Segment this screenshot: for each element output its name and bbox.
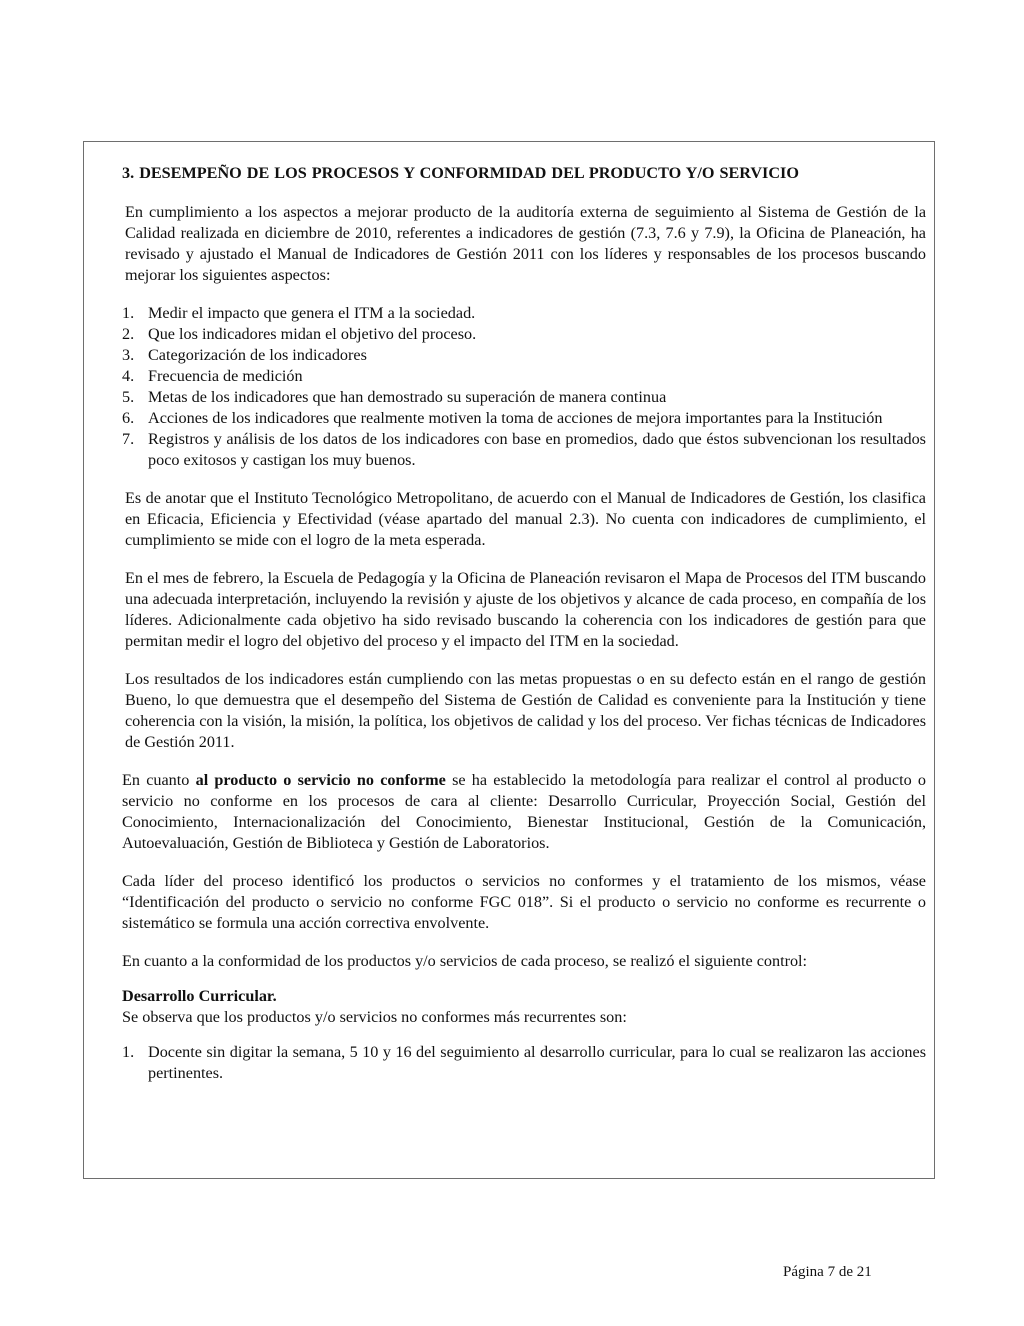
list-item-text: Metas de los indicadores que han demostrado su superación de manera continua [148,388,667,406]
list-item-number: 1. [122,1043,135,1061]
list-item-number: 5. [122,388,135,406]
nonconforming-highlight: al producto o servicio no conforme [195,771,446,789]
classification-paragraph: Es de anotar que el Instituto Tecnológico Metropolitano, de acuerdo con el Manual de Indicadores de Gestión, los clasifica en Eficacia, Eficiencia y Efectividad (véase apartado del manual 2.3). No cuenta con indicadores de cumplimiento, el cumplimiento se mide con el logro de la meta esperada. [125,489,926,549]
list-item-text: Frecuencia de medición [148,367,303,385]
aspect-item [122,429,926,471]
nonconforming-rest: se ha establecido la metodología para realizar el control al producto o servicio no conforme en los procesos de cara al cliente: Desarrollo Curricular, Proyección Social, Gestión del Conocimiento, Internacionalización del Conocimiento, Bienestar Institucional, Gestión de la Comunicación, Autoevaluación, Gestión de Biblioteca y Gestión de Laboratorios. [122,771,926,852]
content-frame [83,141,935,1179]
list-item-number: 7. [122,430,135,448]
list-item-text: Que los indicadores midan el objetivo del proceso. [148,325,477,343]
aspect-item [122,387,926,408]
aspects-list [122,303,926,471]
aspect-item [122,366,926,387]
list-item-text: Acciones de los indicadores que realmente motiven la toma de acciones de mejora importantes para la Institución [148,409,883,427]
nonconforming-paragraph [122,770,926,854]
nonconforming-prefix: En cuanto [122,771,196,789]
list-item-text: Categorización de los indicadores [148,346,367,364]
indicators-details [122,488,926,753]
aspect-item [122,408,926,429]
list-item-text: Docente sin digitar la semana, 5 10 y 16 del seguimiento al desarrollo curricular, para lo cual se realizaron las acciones pertinentes. [148,1043,926,1082]
aspect-item [122,345,926,366]
leaders-paragraph: Cada líder del proceso identificó los productos o servicios no conformes y el tratamiento de los mismos, véase “Identificación del producto o servicio no conforme FGC 018”. Si el producto o servicio no conforme es recurrente o sistemático se formula una acción correctiva envolvente. [122,872,926,932]
list-item-number: 1. [122,304,135,322]
list-item-text: Medir el impacto que genera el ITM a la sociedad. [148,304,476,322]
list-item-number: 6. [122,409,135,427]
curricular-item [122,1042,926,1084]
process-map-paragraph: En el mes de febrero, la Escuela de Pedagogía y la Oficina de Planeación revisaron el Mapa de Procesos del ITM buscando una adecuada interpretación, incluyendo la revisión y ajuste de los objetivos y alcance de cada proceso, en compañía de los líderes. Adicionalmente cada objetivo ha sido revisado buscando la coherencia con los indicadores de gestión para que permitan medir el logro del objetivo del proceso y el impacto del ITM en la sociedad. [125,569,926,650]
page-number: Página 7 de 21 [783,1264,872,1280]
list-item-number: 4. [122,367,135,385]
section-title: 3. DESEMPEÑO DE LOS PROCESOS Y CONFORMIDAD DEL PRODUCTO Y/O SERVICIO [122,164,799,182]
intro-paragraph: En cumplimiento a los aspectos a mejorar producto de la auditoría externa de seguimiento al Sistema de Gestión de la Calidad realizada en diciembre de 2010, referentes a indicadores de gestión (7.3, 7.6 y 7.9), la Oficina de Planeación, ha revisado y ajustado el Manual de Indicadores de Gestión 2011 con los líderes y responsables de los procesos buscando mejorar los siguientes aspectos: [125,203,926,284]
aspect-item [122,303,926,324]
list-item-number: 2. [122,325,135,343]
curricular-heading: Desarrollo Curricular. [122,987,277,1005]
results-paragraph: Los resultados de los indicadores están cumpliendo con las metas propuestas o en su defecto están en el rango de gestión Bueno, lo que demuestra que el desempeño del Sistema de Gestión de Calidad es conveniente para la Institución y tiene coherencia con la visión, la misión, la política, los objetivos de calidad y los del proceso. Ver fichas técnicas de Indicadores de Gestión 2011. [125,670,926,751]
conformity-paragraph: En cuanto a la conformidad de los productos y/o servicios de cada proceso, se realizó el siguiente control: [122,952,808,970]
curricular-lead: Se observa que los productos y/o servicios no conformes más recurrentes son: [122,1008,627,1026]
document-body [122,163,926,1101]
aspect-item [122,324,926,345]
indicators-block [122,202,926,286]
list-item-number: 3. [122,346,135,364]
list-item-text: Registros y análisis de los datos de los indicadores con base en promedios, dado que éstos subvencionan los resultados poco exitosos y castigan los muy buenos. [148,430,926,469]
curricular-list [122,1042,926,1084]
